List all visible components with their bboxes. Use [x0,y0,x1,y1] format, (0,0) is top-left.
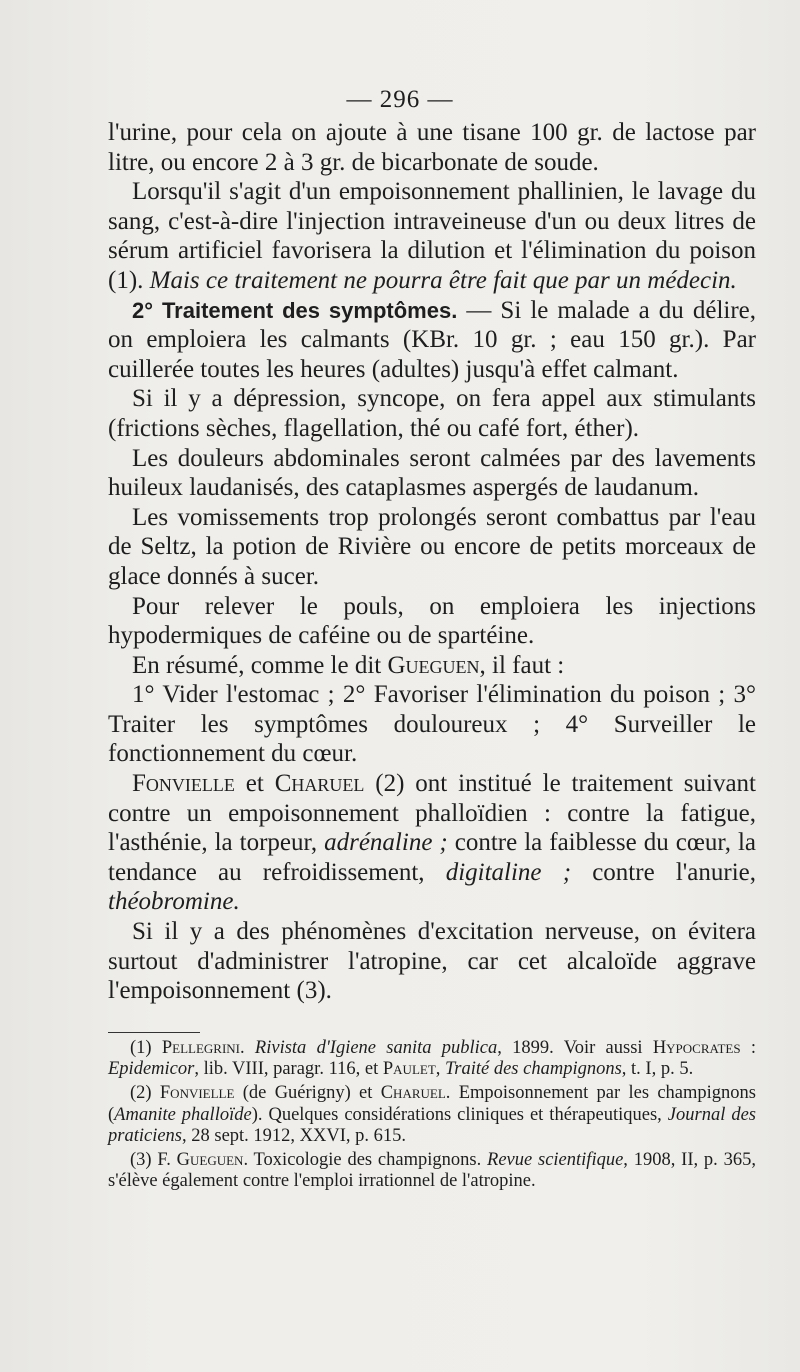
page-number: — 296 — [346,86,454,113]
author-name: Gueguen [387,651,480,679]
paragraph-8-text: En résumé, comme le dit [132,651,388,679]
author-name: Hypocrates [652,1038,741,1058]
footnote-number: (3) F. [130,1150,177,1171]
paragraph-4-text: Si il y a dépression, syncope, on fera appel aux stimulants (frictions sèches, flagellation, thé ou café fort, éther). [108,385,756,442]
paragraph-2 [108,177,756,295]
section-heading: 2° Traitement des symptômes. [132,297,458,323]
author-name: Paulet [382,1059,436,1080]
paragraph-8 [108,651,756,681]
paragraph-7-text: Pour relever le pouls, on emploiera les injections hypodermiques de caféine ou de spartéine. [108,592,756,650]
footnote-number: (2) [130,1083,160,1104]
conjunction: et [234,770,275,798]
footnote-2 [108,1083,756,1147]
footnotes [108,1038,756,1195]
footnote-text: . Empoisonnement par les champignons ( [108,1083,756,1125]
drug-name: théobromine. [108,888,240,916]
paragraph-3-text: — Si le malade a du délire, on emploiera les calmants (KBr. 10 gr. ; eau 150 gr.). Par cuillerée toutes les heures (adultes) jusqu'à effet calmant. [108,296,757,383]
footnote-text: , lib. VIII, paragr. 116, et [194,1059,383,1080]
paragraph-5-text: Les douleurs abdominales seront calmées par des lavements huileux laudanisés, des cataplasmes aspergés de laudanum. [108,444,756,502]
paragraph-10-text: (2) ont institué le traitement suivant contre un empoisonnement phalloïdien : contre la fatigue, l'asthénie, la torpeur, [108,770,756,857]
publication-title: Epidemicor [108,1059,195,1080]
author-name: Charuel [380,1083,446,1104]
footnote-text: (de Guérigny) et [234,1083,381,1104]
paragraph-8-end: , il faut : [479,651,565,679]
paragraph-3 [108,296,756,385]
author-name: Pellegrini [161,1038,241,1058]
publication-title: Revue scientifique [487,1150,624,1171]
author-name: Fonvielle [132,770,235,798]
footnote-text: , 1908, II, p. 365, s'élève également contre l'emploi irrationnel de l'atropine. [108,1150,756,1192]
paragraph-6-text: Les vomissements trop prolongés seront combattus par l'eau de Seltz, la potion de Rivière ou encore de petits morceaux de glace donnés à sucer. [108,503,756,590]
footnote-text: : [740,1038,757,1058]
footnote-text: . Toxicologie des champignons. [243,1150,488,1171]
publication-title: Amanite phalloïde [114,1104,252,1125]
author-name: Charuel [274,770,365,798]
paragraph-2-text: Lorsqu'il s'agit d'un empoisonnement phallinien, le lavage du sang, c'est-à-dire l'injection intraveineuse d'un ou deux litres de sérum artificiel favorisera la dilution et l'élimination du poison (1). [108,178,756,294]
footnote-divider [108,1032,200,1033]
paragraph-9-text: 1° Vider l'estomac ; 2° Favoriser l'élimination du poison ; 3° Traiter les symptômes douloureux ; 4° Surveiller le fonctionnement du cœur. [108,681,756,768]
drug-name: digitaline ; [445,858,572,886]
author-name: Fonvielle [159,1083,235,1104]
footnote-text: , [435,1059,446,1080]
footnote-text: , 1899. Voir aussi [497,1038,653,1058]
footnote-text: . [240,1038,255,1058]
paragraph-11 [108,917,756,1006]
paragraph-10-text: contre l'anurie, [571,858,756,886]
publication-title: Journal des praticiens [108,1104,756,1146]
paragraph-1 [108,118,756,177]
publication-title: Rivista d'Igiene sanita publica [254,1038,498,1058]
drug-name: adrénaline ; [324,829,448,857]
paragraph-6 [108,503,756,592]
paragraph-10 [108,769,756,917]
paragraph-2-italic: Mais ce traitement ne pourra être fait que par un médecin. [149,266,737,294]
paragraph-1-text: l'urine, pour cela on ajoute à une tisane 100 gr. de lactose par litre, ou encore 2 à 3 gr. de bicarbonate de soude. [108,119,756,176]
publication-title: Traité des champignons [445,1059,622,1080]
paragraph-4 [108,384,756,443]
paragraph-7 [108,592,756,651]
paragraph-10-text: contre la faiblesse du cœur, la tendance au refroidissement, [108,829,756,886]
paragraph-9 [108,680,756,769]
footnote-text: ). Quelques considérations cliniques et thérapeutiques, [251,1104,668,1125]
author-name: Gueguen [176,1150,244,1171]
footnote-3 [108,1150,756,1192]
main-text [108,118,756,1006]
footnote-number: (1) [130,1038,162,1058]
paragraph-5 [108,444,756,503]
paragraph-11-text: Si il y a des phénomènes d'excitation nerveuse, on évitera surtout d'administrer l'atropine, car cet alcaloïde aggrave l'empoisonnement (3). [108,918,756,1005]
footnote-1 [108,1038,756,1080]
footnote-text: , t. I, p. 5. [621,1059,694,1080]
footnote-text: , 28 sept. 1912, XXVI, p. 615. [182,1125,407,1146]
